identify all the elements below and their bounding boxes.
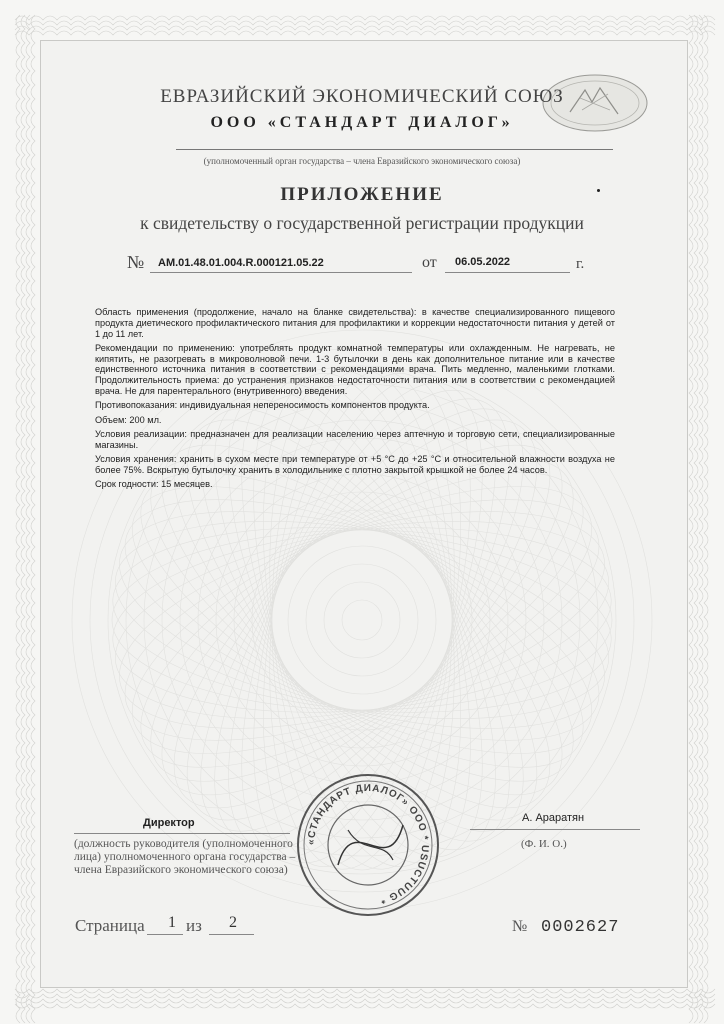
registration-number: AM.01.48.01.004.R.000121.05.22 bbox=[158, 257, 324, 269]
organization-name: ООО «СТАНДАРТ ДИАЛОГ» bbox=[210, 114, 514, 131]
company-stamp bbox=[293, 770, 443, 920]
body-paragraph-recommendations: Рекомендации по применению: употреблять продукт комнатной температуры или охлажденным. Не нагревать, не кипятить, не разогревать в микроволновой печи. 1-3 бутылочки в день как дополнительное питание или в качестве единственного источника питания в соответствии с рекомендациями врача. Пить медленно, маленькими глотками. Продолжительность приема: до устранения признаков недостаточности питания или в соответствии с рекомендацией врача. Не для парентерального (внутривенного) введения. bbox=[95, 342, 615, 397]
serial-number: 0002627 bbox=[541, 918, 620, 937]
signatory-name: А. Араратян bbox=[522, 812, 585, 824]
body-paragraph-storage: Условия хранения: хранить в сухом месте при температуре от +5 °С до +25 °С и относительной влажности воздуха не более 75%. Вскрытую бутылочку хранить в холодильнике с плотно закрытой крышкой не более 24 часов. bbox=[95, 454, 615, 475]
document-title: ПРИЛОЖЕНИЕ bbox=[280, 184, 444, 205]
appendix-body bbox=[95, 307, 615, 493]
document-subtitle: к свидетельству о государственной регистрации продукции bbox=[140, 213, 584, 233]
registration-date: 06.05.2022 bbox=[455, 256, 511, 268]
signatory-name-note: (Ф. И. О.) bbox=[521, 838, 567, 850]
page-total: 2 bbox=[229, 914, 237, 931]
page-number: 1 bbox=[168, 914, 176, 931]
signatory-position-note: (должность руководителя (уполномоченного лица) уполномоченного органа государства – члена Евразийского экономического союза) bbox=[74, 838, 296, 876]
body-paragraph-shelf-life: Срок годности: 15 месяцев. bbox=[95, 479, 213, 490]
year-suffix: г. bbox=[576, 256, 585, 272]
authority-note: (уполномоченный орган государства – члена Евразийского экономического союза) bbox=[203, 156, 521, 166]
page-number-underline bbox=[147, 934, 183, 935]
page-label: Страница bbox=[75, 916, 145, 935]
ink-dot bbox=[597, 189, 600, 192]
page-total-underline bbox=[209, 934, 254, 935]
name-underline bbox=[470, 829, 640, 830]
serial-label: № bbox=[512, 918, 528, 935]
body-paragraph-scope: Область применения (продолжение, начало на бланке свидетельства): в качестве специализированного пищевого продукта диетического профилактического питания для профилактики и коррекции недостаточности питания у детей от 1 до 11 лет. bbox=[95, 307, 615, 339]
registration-number-underline bbox=[150, 272, 412, 273]
registration-date-label: от bbox=[422, 254, 437, 271]
body-paragraph-sale-conditions: Условия реализации: предназначен для реализации населению через аптечную и торговую сети, специализированные магазины. bbox=[95, 428, 615, 450]
registration-number-label: № bbox=[127, 252, 145, 272]
body-paragraph-volume: Объем: 200 мл. bbox=[95, 414, 162, 425]
position-underline bbox=[74, 833, 290, 834]
signatory-position: Директор bbox=[143, 817, 195, 829]
union-name: ЕВРАЗИЙСКИЙ ЭКОНОМИЧЕСКИЙ СОЮЗ bbox=[160, 86, 564, 107]
header-divider bbox=[176, 149, 613, 150]
registration-date-underline bbox=[445, 272, 570, 273]
page-of-label: из bbox=[186, 916, 202, 935]
body-paragraph-contraindications: Противопоказания: индивидуальная непереносимость компонентов продукта. bbox=[95, 400, 430, 411]
stamp-text: «СТАНДАРТ ДИАЛОГ» ООО * USUCTUUG * bbox=[305, 782, 431, 906]
